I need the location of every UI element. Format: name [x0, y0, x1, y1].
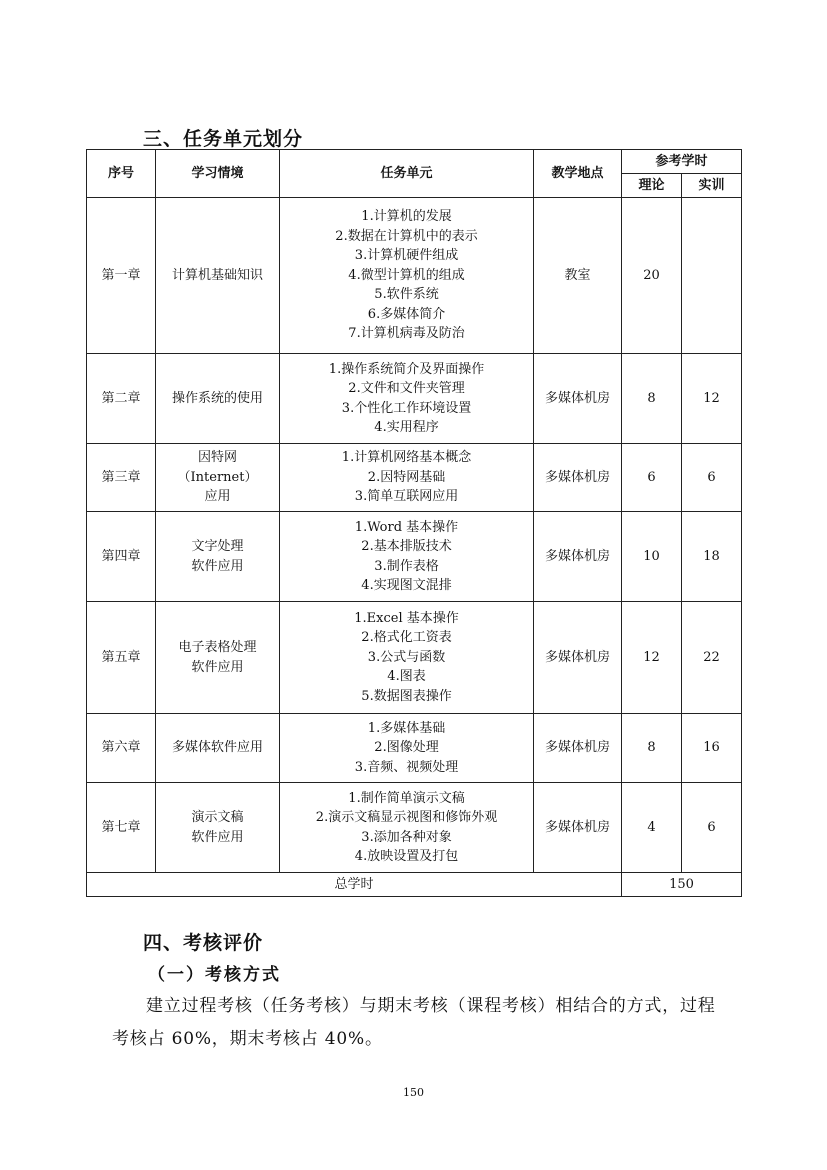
cell-task-units — [280, 714, 534, 783]
total-hours-value: 150 — [622, 873, 742, 897]
task-unit-item: 1.多媒体基础 — [367, 720, 446, 736]
task-unit-item: 4.图表 — [387, 669, 426, 685]
cell-practice-hours — [682, 198, 742, 354]
cell-theory-hours: 4 — [622, 783, 682, 873]
cell-theory-hours: 10 — [622, 512, 682, 602]
total-hours-label: 总学时 — [87, 873, 622, 897]
cell-location: 多媒体机房 — [534, 783, 622, 873]
cell-theory-hours: 20 — [622, 198, 682, 354]
header-units: 任务单元 — [280, 150, 534, 198]
cell-task-units — [280, 198, 534, 354]
section-title-task-units: 三、任务单元划分 — [143, 128, 304, 150]
cell-chapter: 第四章 — [87, 512, 156, 602]
task-unit-item: 1.Word 基本操作 — [354, 519, 459, 535]
cell-situation — [156, 512, 280, 602]
header-theory: 理论 — [622, 174, 682, 198]
cell-situation — [156, 354, 280, 444]
cell-practice-hours: 6 — [682, 783, 742, 873]
task-unit-item: 1.制作简单演示文稿 — [348, 790, 465, 806]
situation-line: 电子表格处理 — [178, 640, 257, 655]
task-unit-item: 3.公式与函数 — [367, 649, 446, 665]
situation-line: 因特网 — [197, 450, 237, 466]
cell-task-units — [280, 444, 534, 512]
cell-chapter: 第七章 — [87, 783, 156, 873]
cell-situation — [156, 444, 280, 512]
situation-line: 软件应用 — [191, 558, 244, 574]
cell-situation — [156, 783, 280, 873]
task-unit-item: 4.微型计算机的组成 — [348, 267, 465, 283]
cell-situation — [156, 198, 280, 354]
cell-theory-hours: 8 — [622, 354, 682, 444]
situation-line: 演示文稿 — [191, 810, 244, 825]
cell-location: 多媒体机房 — [534, 714, 622, 783]
task-unit-item: 2.数据在计算机中的表示 — [335, 228, 478, 244]
cell-location: 多媒体机房 — [534, 444, 622, 512]
cell-location: 多媒体机房 — [534, 602, 622, 714]
page-number: 150 — [403, 1086, 424, 1099]
cell-task-units — [280, 354, 534, 444]
cell-task-units — [280, 602, 534, 714]
task-unit-item: 2.格式化工资表 — [361, 630, 452, 646]
header-practice: 实训 — [682, 174, 742, 198]
cell-chapter: 第一章 — [87, 198, 156, 354]
cell-practice-hours: 18 — [682, 512, 742, 602]
task-unit-item: 5.软件系统 — [374, 287, 439, 303]
cell-situation — [156, 714, 280, 783]
task-unit-item: 1.Excel 基本操作 — [354, 610, 459, 626]
table-row — [87, 444, 742, 512]
task-unit-item: 2.演示文稿显示视图和修饰外观 — [315, 810, 498, 825]
task-unit-item: 7.计算机病毒及防治 — [348, 326, 465, 342]
cell-theory-hours: 6 — [622, 444, 682, 512]
cell-location: 教室 — [534, 198, 622, 354]
cell-task-units — [280, 512, 534, 602]
situation-line: 软件应用 — [191, 829, 244, 845]
task-unit-table — [86, 149, 742, 897]
task-unit-item: 6.多媒体简介 — [367, 306, 446, 322]
task-unit-item: 1.操作系统简介及界面操作 — [328, 361, 485, 377]
task-unit-item: 3.简单互联网应用 — [354, 489, 459, 505]
cell-chapter: 第二章 — [87, 354, 156, 444]
situation-line: （Internet） — [177, 469, 258, 485]
cell-location: 多媒体机房 — [534, 512, 622, 602]
cell-practice-hours: 22 — [682, 602, 742, 714]
cell-chapter: 第三章 — [87, 444, 156, 512]
cell-situation — [156, 602, 280, 714]
task-unit-item: 3.音频、视频处理 — [354, 759, 459, 775]
table-row — [87, 198, 742, 354]
header-hours: 参考学时 — [622, 150, 742, 174]
assessment-paragraph: 建立过程考核（任务考核）与期末考核（课程考核）相结合的方式，过程考核占 60%，期末考核占 40%。 — [112, 996, 716, 1049]
situation-line: 操作系统的使用 — [171, 390, 263, 406]
table-row — [87, 714, 742, 783]
task-unit-item: 3.添加各种对象 — [361, 829, 452, 845]
header-seq: 序号 — [87, 150, 156, 198]
task-unit-item: 1.计算机网络基本概念 — [341, 450, 472, 466]
task-unit-item: 3.制作表格 — [374, 558, 439, 574]
situation-line: 计算机基础知识 — [171, 267, 263, 283]
table-row — [87, 783, 742, 873]
task-unit-item: 4.实现图文混排 — [361, 578, 452, 593]
cell-theory-hours: 12 — [622, 602, 682, 714]
task-unit-item: 2.基本排版技术 — [361, 539, 452, 554]
task-unit-item: 4.实用程序 — [374, 420, 439, 435]
subsection-title-assessment-method: （一）考核方式 — [148, 965, 281, 985]
cell-task-units — [280, 783, 534, 873]
task-unit-item: 3.个性化工作环境设置 — [341, 400, 472, 416]
section-title-assessment: 四、考核评价 — [143, 932, 264, 954]
task-unit-item: 5.数据图表操作 — [361, 688, 452, 704]
task-unit-item: 1.计算机的发展 — [361, 209, 452, 225]
task-unit-item: 2.文件和文件夹管理 — [348, 381, 465, 396]
situation-line: 文字处理 — [191, 539, 244, 554]
cell-chapter: 第五章 — [87, 602, 156, 714]
situation-line: 多媒体软件应用 — [171, 740, 263, 756]
cell-practice-hours: 6 — [682, 444, 742, 512]
task-unit-item: 4.放映设置及打包 — [354, 849, 459, 864]
header-situation: 学习情境 — [156, 150, 280, 198]
task-unit-item: 2.图像处理 — [374, 740, 439, 756]
table-row — [87, 602, 742, 714]
cell-location: 多媒体机房 — [534, 354, 622, 444]
header-location: 教学地点 — [534, 150, 622, 198]
task-unit-item: 2.因特网基础 — [367, 469, 446, 485]
cell-theory-hours: 8 — [622, 714, 682, 783]
table-row — [87, 512, 742, 602]
task-unit-item: 3.计算机硬件组成 — [354, 248, 459, 264]
situation-line: 应用 — [204, 489, 231, 505]
cell-practice-hours: 16 — [682, 714, 742, 783]
cell-chapter: 第六章 — [87, 714, 156, 783]
situation-line: 软件应用 — [191, 659, 244, 675]
table-row — [87, 354, 742, 444]
cell-practice-hours: 12 — [682, 354, 742, 444]
